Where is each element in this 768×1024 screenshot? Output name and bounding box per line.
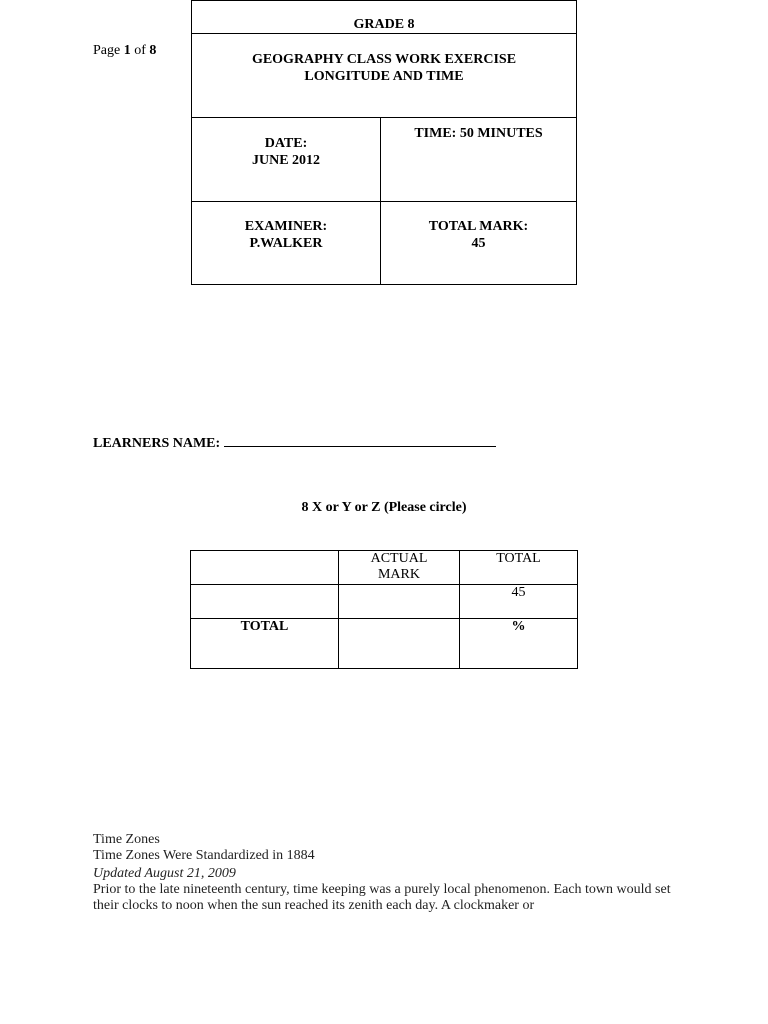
total-value: 45 bbox=[511, 585, 526, 600]
total-mark-value: 45 bbox=[471, 236, 486, 251]
title-cell bbox=[192, 34, 577, 118]
class-choice: 8 X or Y or Z (Please circle) bbox=[301, 500, 467, 515]
percent-symbol: % bbox=[511, 619, 526, 634]
total-row-label: TOTAL bbox=[240, 619, 289, 634]
time-cell bbox=[381, 118, 577, 202]
article-title: Time Zones bbox=[93, 832, 160, 847]
marks-row-blank bbox=[191, 585, 339, 619]
date-value: JUNE 2012 bbox=[251, 153, 321, 168]
date-label: DATE: bbox=[264, 136, 308, 151]
total-row-label-cell bbox=[191, 619, 339, 669]
page-number bbox=[93, 43, 156, 59]
learner-name-line[interactable] bbox=[224, 432, 496, 447]
actual-label-line1: ACTUAL bbox=[370, 551, 428, 566]
learner-name-field[interactable] bbox=[93, 432, 496, 452]
total-mark-label: TOTAL MARK: bbox=[428, 219, 529, 234]
article bbox=[93, 832, 693, 914]
date-cell bbox=[192, 118, 381, 202]
page-total: 8 bbox=[149, 43, 157, 58]
total-actual-input[interactable] bbox=[339, 619, 460, 669]
exercise-title: GEOGRAPHY CLASS WORK EXERCISE bbox=[251, 52, 517, 67]
exercise-topic: LONGITUDE AND TIME bbox=[304, 69, 464, 84]
learner-name-label: LEARNERS NAME: bbox=[93, 436, 221, 451]
examiner-label: EXAMINER: bbox=[244, 219, 328, 234]
grade-label: GRADE 8 bbox=[353, 17, 415, 32]
marks-table bbox=[190, 550, 578, 669]
page-current: 1 bbox=[123, 43, 131, 58]
page-of: of bbox=[134, 43, 146, 58]
article-body: Prior to the late nineteenth century, time keeping was a purely local phenomenon. Each town would set their clocks to noon when the sun reached its zenith each day. A clockmaker or bbox=[93, 882, 671, 913]
actual-label-line2: MARK bbox=[377, 567, 420, 582]
total-mark-cell bbox=[381, 202, 577, 285]
actual-mark-input[interactable] bbox=[339, 585, 460, 619]
examiner-cell bbox=[192, 202, 381, 285]
article-subtitle: Time Zones Were Standardized in 1884 bbox=[93, 848, 315, 863]
examiner-value: P.WALKER bbox=[249, 236, 323, 251]
marks-header-actual bbox=[339, 551, 460, 585]
total-header-label: TOTAL bbox=[496, 551, 541, 566]
grade-cell bbox=[192, 1, 577, 34]
percent-cell bbox=[460, 619, 578, 669]
marks-header-total bbox=[460, 551, 578, 585]
total-value-cell bbox=[460, 585, 578, 619]
header-table bbox=[191, 0, 577, 285]
article-updated: Updated August 21, 2009 bbox=[93, 866, 236, 881]
page-prefix: Page bbox=[93, 43, 121, 58]
marks-header-blank bbox=[191, 551, 339, 585]
time-label: TIME: 50 MINUTES bbox=[414, 126, 543, 141]
